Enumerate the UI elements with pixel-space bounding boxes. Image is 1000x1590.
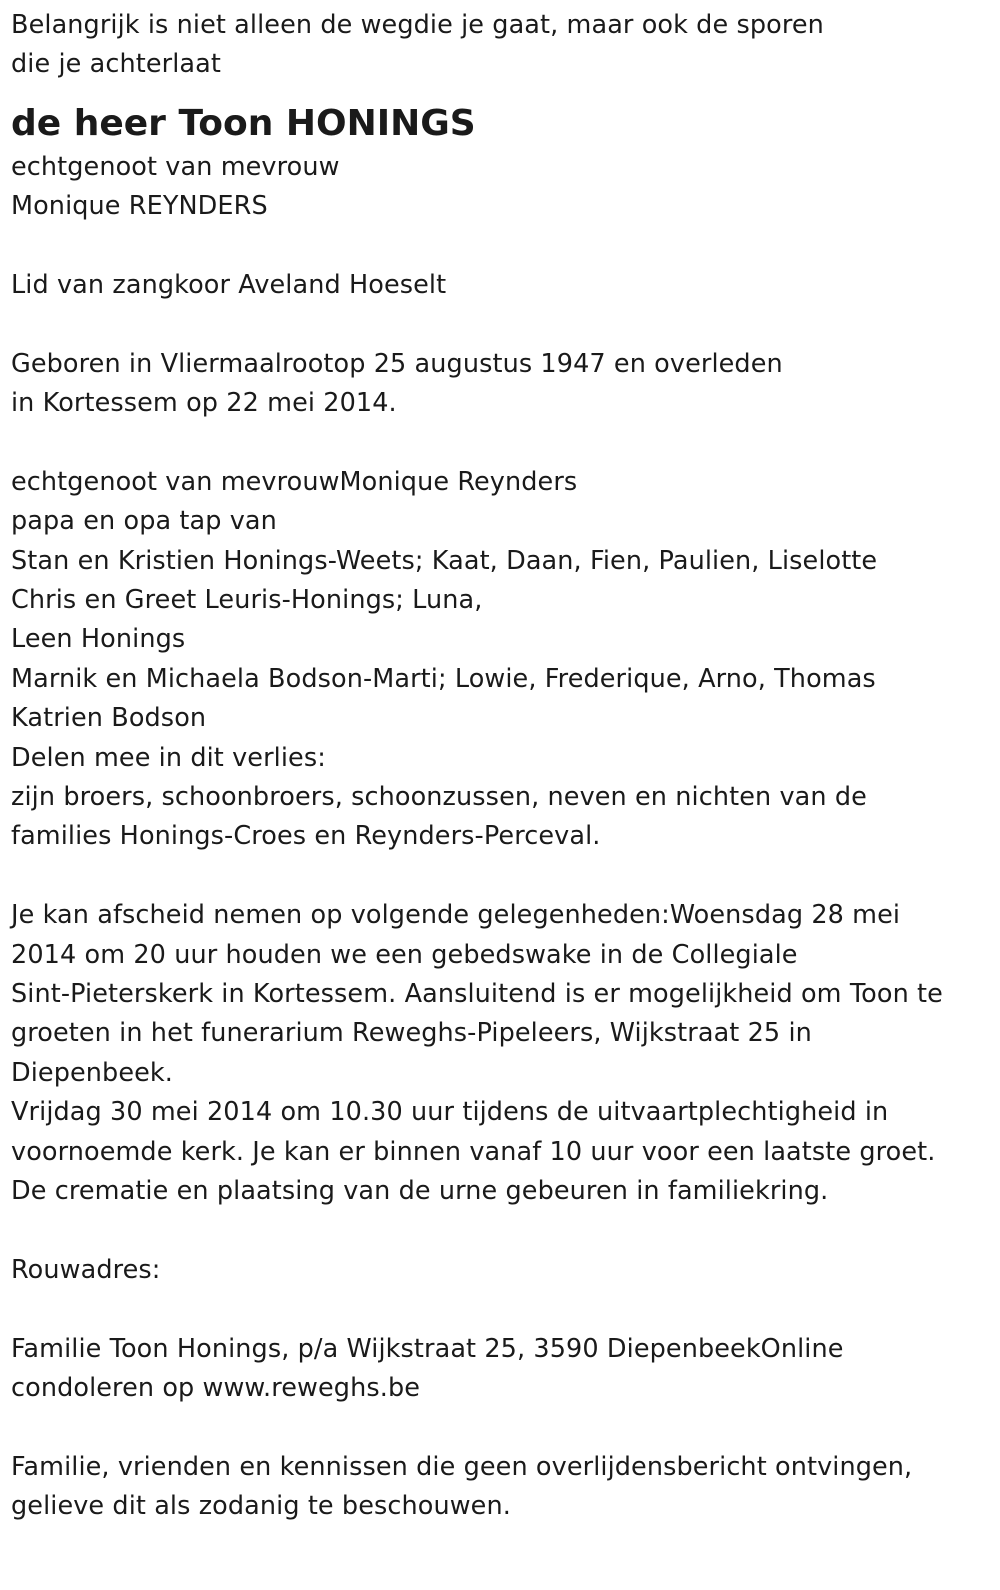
obituary-document bbox=[11, 6, 986, 1526]
family-block bbox=[11, 463, 986, 857]
farewell-line: groeten in het funerarium Reweghs-Pipeleers, Wijkstraat 25 in bbox=[11, 1018, 812, 1049]
farewell-line: Je kan afscheid nemen op volgende gelegenheden:Woensdag 28 mei bbox=[11, 900, 901, 931]
family-line: families Honings-Croes en Reynders-Perceval. bbox=[11, 821, 601, 852]
farewell-line: voornoemde kerk. Je kan er binnen vanaf 10 uur voor een laatste groet. bbox=[11, 1136, 936, 1167]
deceased-name-heading: de heer Toon HONINGS bbox=[11, 102, 476, 144]
address-line: condoleren op www.reweghs.be bbox=[11, 1372, 421, 1403]
family-line: Chris en Greet Leuris-Honings; Luna, bbox=[11, 585, 483, 616]
opening-quote bbox=[11, 6, 986, 85]
birth-death-block bbox=[11, 345, 986, 424]
quote-line: die je achterlaat bbox=[11, 49, 221, 80]
address-line: Familie Toon Honings, p/a Wijkstraat 25, 3590 DiepenbeekOnline bbox=[11, 1333, 844, 1364]
family-line: Leen Honings bbox=[11, 624, 186, 655]
farewell-line: Vrijdag 30 mei 2014 om 10.30 uur tijdens de uitvaartplechtigheid in bbox=[11, 1097, 889, 1128]
family-line: zijn broers, schoonbroers, schoonzussen, neven en nichten van de bbox=[11, 782, 867, 813]
farewell-block bbox=[11, 896, 986, 1211]
farewell-line: Diepenbeek. bbox=[11, 1057, 173, 1088]
farewell-line: Sint-Pieterskerk in Kortessem. Aansluitend is er mogelijkheid om Toon te bbox=[11, 978, 943, 1009]
family-line: Stan en Kristien Honings-Weets; Kaat, Daan, Fien, Paulien, Liselotte bbox=[11, 545, 878, 576]
farewell-line: 2014 om 20 uur houden we een gebedswake in de Collegiale bbox=[11, 939, 798, 970]
family-line: Marnik en Michaela Bodson-Marti; Lowie, Frederique, Arno, Thomas bbox=[11, 663, 876, 694]
family-line: Delen mee in dit verlies: bbox=[11, 742, 326, 773]
closing-block bbox=[11, 1448, 986, 1527]
closing-line: gelieve dit als zodanig te beschouwen. bbox=[11, 1491, 511, 1522]
birth-death-line: in Kortessem op 22 mei 2014. bbox=[11, 388, 397, 419]
spouse-block bbox=[11, 148, 986, 227]
quote-line: Belangrijk is niet alleen de wegdie je gaat, maar ook de sporen bbox=[11, 10, 824, 40]
spouse-line: Monique REYNDERS bbox=[11, 191, 268, 222]
address-label: Rouwadres: bbox=[11, 1254, 161, 1285]
spouse-line: echtgenoot van mevrouw bbox=[11, 151, 340, 182]
farewell-line: De crematie en plaatsing van de urne gebeuren in familiekring. bbox=[11, 1175, 829, 1206]
family-line: Katrien Bodson bbox=[11, 703, 207, 734]
membership-line: Lid van zangkoor Aveland Hoeselt bbox=[11, 269, 447, 300]
family-line: echtgenoot van mevrouwMonique Reynders bbox=[11, 466, 578, 497]
address-block bbox=[11, 1330, 986, 1409]
birth-death-line: Geboren in Vliermaalrootop 25 augustus 1947 en overleden bbox=[11, 348, 783, 379]
family-line: papa en opa tap van bbox=[11, 506, 277, 537]
closing-line: Familie, vrienden en kennissen die geen overlijdensbericht ontvingen, bbox=[11, 1451, 913, 1482]
